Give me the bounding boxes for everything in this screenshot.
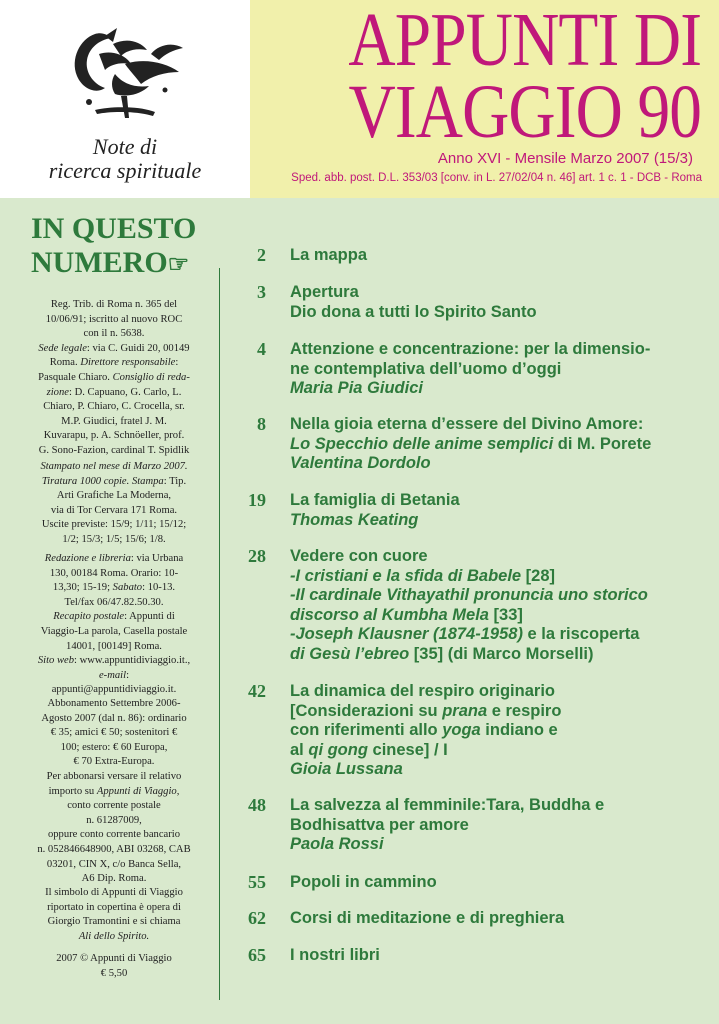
print-block: Stampato nel mese di Marzo 2007. Tiratura 1000 copie. Stampa: Tip. Arti Grafiche La Moderna, via di Tor Cervara 171 Roma. Uscite previste: 15/9; 1/11; 15/12; 1/2; 15/3; 1/5; 15/6; 1/8. xyxy=(40,461,188,545)
symbol-credit: Il simbolo di Appunti di Viaggio riportato in copertina è opera di Giorgio Tramontini e si chiama Ali dello Spirito. xyxy=(45,887,183,942)
heading-line1: IN QUESTO xyxy=(31,212,197,245)
postal-info: Sped. abb. post. D.L. 353/03 [conv. in L. 27/02/04 n. 46] art. 1 c. 1 - DCB - Roma xyxy=(291,172,702,184)
divider-line xyxy=(219,268,220,1000)
subscription-block: Abbonamento Settembre 2006- Agosto 2007 (dal n. 86): ordinario € 35; amici € 50; sostenitori € 100; estero: € 60 Europa, € 70 Extra-Europa. Per abbonarsi versare il relativo importo su Appunti di Viaggio, conto corrente postale n. 61287009, oppure conto corrente bancario n. 052846648900, ABI 03268, CAB 03201, CIN X, c/o Banca Sella, A6 Dip. Roma. xyxy=(37,698,191,885)
editorial-block: Redazione e libreria: via Urbana 130, 00184 Roma. Orario: 10- 13,30; 15-19; Sabato: 10-13. Tel/fax 06/47.82.50.30. Recapito postale: Appunti di Viaggio-La parola, Casella postale 14001, [00149] Roma. Sito web: www.appuntidiviaggio.it., e-mail: appunti@appuntidiviaggio.it. xyxy=(28,552,200,698)
email-link[interactable]: appunti@appuntidiviaggio.it. xyxy=(51,684,177,696)
pointing-hand-icon: ☞ xyxy=(167,252,190,278)
issue-info: Anno XVI - Mensile Marzo 2007 (15/3) xyxy=(437,150,693,167)
masthead-right xyxy=(250,0,719,198)
registration-block: Reg. Trib. di Roma n. 365 del 10/06/91; iscritto al nuovo ROC con il n. 5638. Sede legale: via C. Guidi 20, 00149 Roma. Direttore responsabile: Pasquale Chiaro. Consiglio di reda- zione: D. Capuano, G. Carlo, L. Chiaro, P. Chiaro, C. Crocella, sr. M.P. Giudici, fratel J. M. Kuvarapu, p. A. Schnöeller, prof. G. Sono-Fazion, cardinal T. Spidlik xyxy=(38,299,190,456)
title-line2: VIAGGIO 90 xyxy=(348,70,701,154)
heading-line2: NUMERO xyxy=(31,246,168,279)
subtitle-line2: ricerca spirituale xyxy=(48,158,202,183)
sidebar-heading xyxy=(31,212,196,282)
title-line1: APPUNTI DI xyxy=(348,0,701,82)
masthead-left xyxy=(0,0,250,198)
magazine-title xyxy=(348,0,701,154)
winged-spirit-logo xyxy=(55,14,195,124)
subtitle-line1: Note di xyxy=(92,134,158,159)
copyright-block: 2007 © Appunti di Viaggio € 5,50 xyxy=(28,952,200,981)
price: € 5,50 xyxy=(100,967,128,979)
